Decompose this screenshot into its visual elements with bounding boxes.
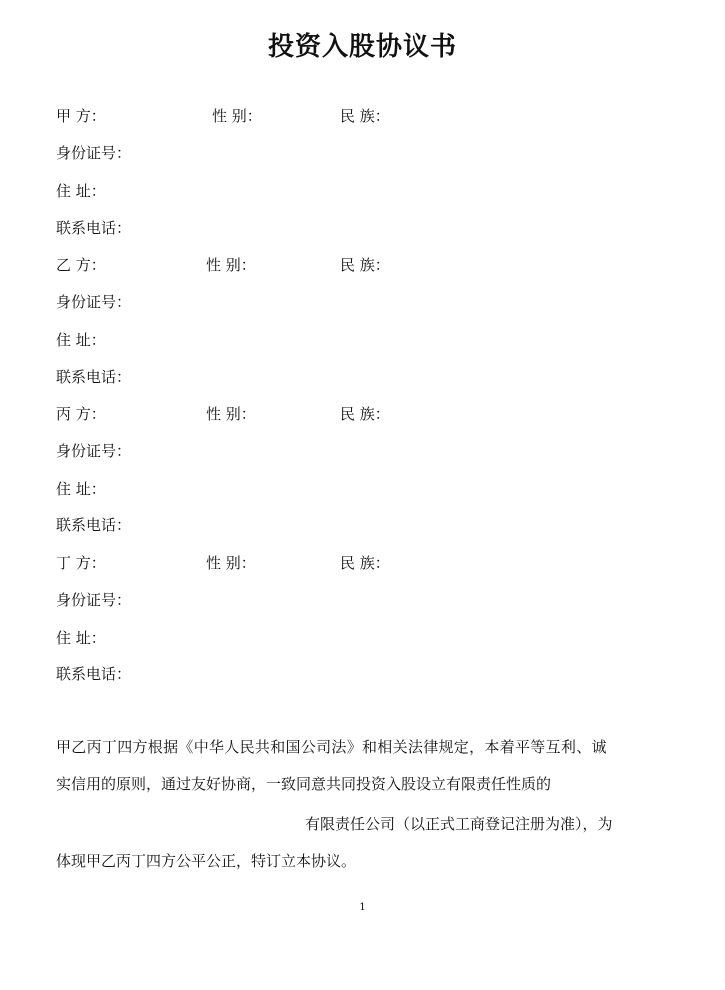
address-label: 住 址： <box>56 480 106 498</box>
page-number: 1 <box>359 902 366 913</box>
gender-label: 性 别： <box>206 405 256 423</box>
party-jia-address-row <box>56 182 106 200</box>
party-name-label: 丁 方： <box>56 554 106 572</box>
party-ding-id-row <box>56 591 131 609</box>
party-name-label: 乙 方： <box>56 256 106 274</box>
party-name-label: 甲 方： <box>56 107 106 125</box>
body-line: 实信用的原则，通过友好协商，一致同意共同投资入股设立有限责任性质的 <box>56 775 552 793</box>
id-number-label: 身份证号： <box>56 591 132 609</box>
id-number-label: 身份证号： <box>56 144 132 162</box>
phone-label: 联系电话： <box>56 219 132 237</box>
ethnic-label: 民 族： <box>340 405 390 423</box>
address-label: 住 址： <box>56 629 106 647</box>
body-line: 甲乙丙丁四方根据《中华人民共和国公司法》和相关法律规定，本着平等互利、诚 <box>56 738 607 756</box>
document-title: 投资入股协议书 <box>267 32 457 62</box>
phone-label: 联系电话： <box>56 516 132 534</box>
ethnic-label: 民 族： <box>340 107 390 125</box>
party-yi-phone-row <box>56 368 131 386</box>
gender-label: 性 别： <box>206 256 256 274</box>
party-yi-address-row <box>56 331 106 349</box>
phone-label: 联系电话： <box>56 368 132 386</box>
party-jia-phone-row <box>56 219 131 237</box>
gender-label: 性 别： <box>206 554 256 572</box>
body-line: 体现甲乙丙丁四方公平公正，特订立本协议。 <box>56 852 357 870</box>
party-name-label: 丙 方： <box>56 405 106 423</box>
id-number-label: 身份证号： <box>56 442 132 460</box>
party-jia-id-row <box>56 144 131 162</box>
gender-label: 性 别： <box>212 107 262 125</box>
party-ding-address-row <box>56 629 106 647</box>
address-label: 住 址： <box>56 331 106 349</box>
phone-label: 联系电话： <box>56 665 132 683</box>
party-ding-phone-row <box>56 665 131 683</box>
address-label: 住 址： <box>56 182 106 200</box>
ethnic-label: 民 族： <box>340 554 390 572</box>
ethnic-label: 民 族： <box>340 256 390 274</box>
body-line: 有限责任公司（以正式工商登记注册为准），为 <box>305 815 613 833</box>
party-bing-id-row <box>56 442 131 460</box>
party-bing-address-row <box>56 480 106 498</box>
party-yi-id-row <box>56 293 131 311</box>
party-bing-phone-row <box>56 516 131 534</box>
id-number-label: 身份证号： <box>56 293 132 311</box>
